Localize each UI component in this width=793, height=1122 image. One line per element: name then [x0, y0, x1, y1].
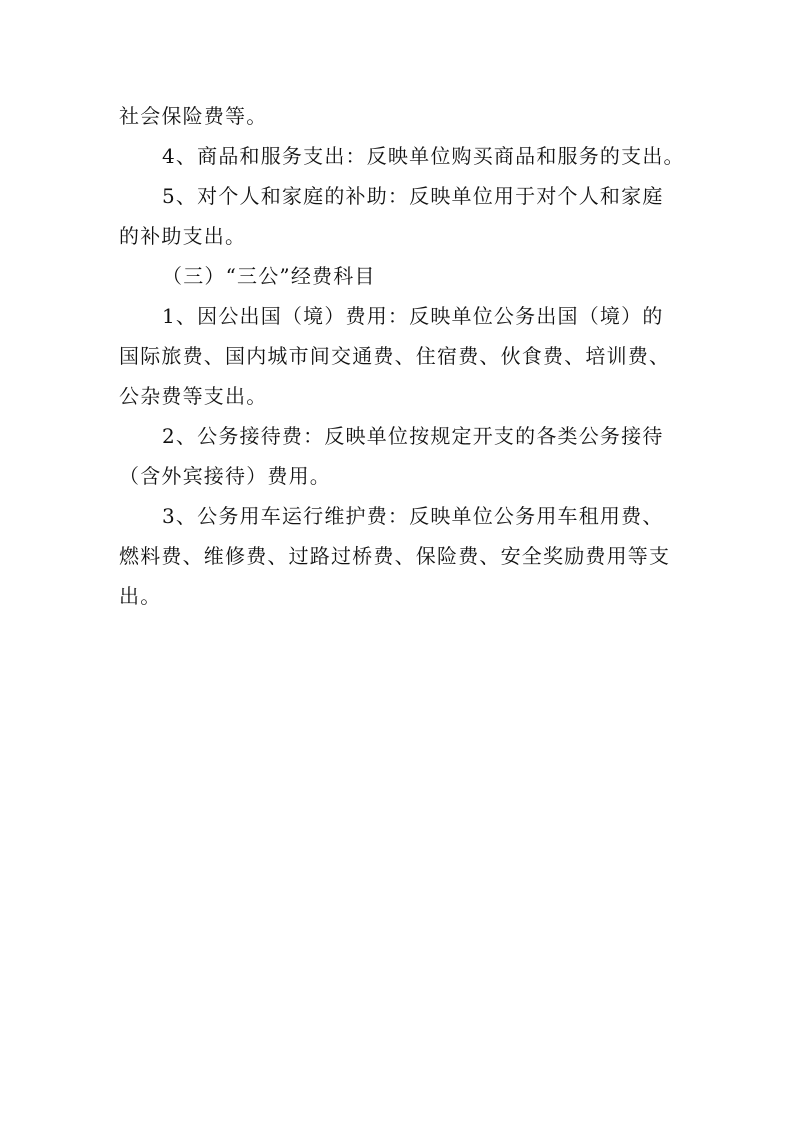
item-3-line-1: 3、公务用车运行维护费：反映单位公务用车租用费、 — [162, 504, 664, 528]
item-4-line: 4、商品和服务支出：反映单位购买商品和服务的支出。 — [162, 144, 685, 168]
item-5-line-1: 5、对个人和家庭的补助：反映单位用于对个人和家庭 — [162, 184, 664, 208]
paragraph-continuation-line: 社会保险费等。 — [119, 104, 268, 128]
section-heading-three: （三）“三公”经费科目 — [162, 264, 376, 288]
item-3-line-3: 出。 — [119, 584, 162, 608]
item-2-line-1: 2、公务接待费：反映单位按规定开支的各类公务接待 — [162, 424, 664, 448]
item-3-line-2: 燃料费、维修费、过路过桥费、保险费、安全奖励费用等支 — [119, 544, 671, 568]
item-1-line-3: 公杂费等支出。 — [119, 384, 268, 408]
item-2-line-2: （含外宾接待）费用。 — [119, 464, 331, 488]
body-text — [119, 96, 685, 616]
item-5-line-2: 的补助支出。 — [119, 224, 247, 248]
item-1-line-1: 1、因公出国（境）费用：反映单位公务出国（境）的 — [162, 304, 664, 328]
item-1-line-2: 国际旅费、国内城市间交通费、住宿费、伙食费、培训费、 — [119, 344, 671, 368]
